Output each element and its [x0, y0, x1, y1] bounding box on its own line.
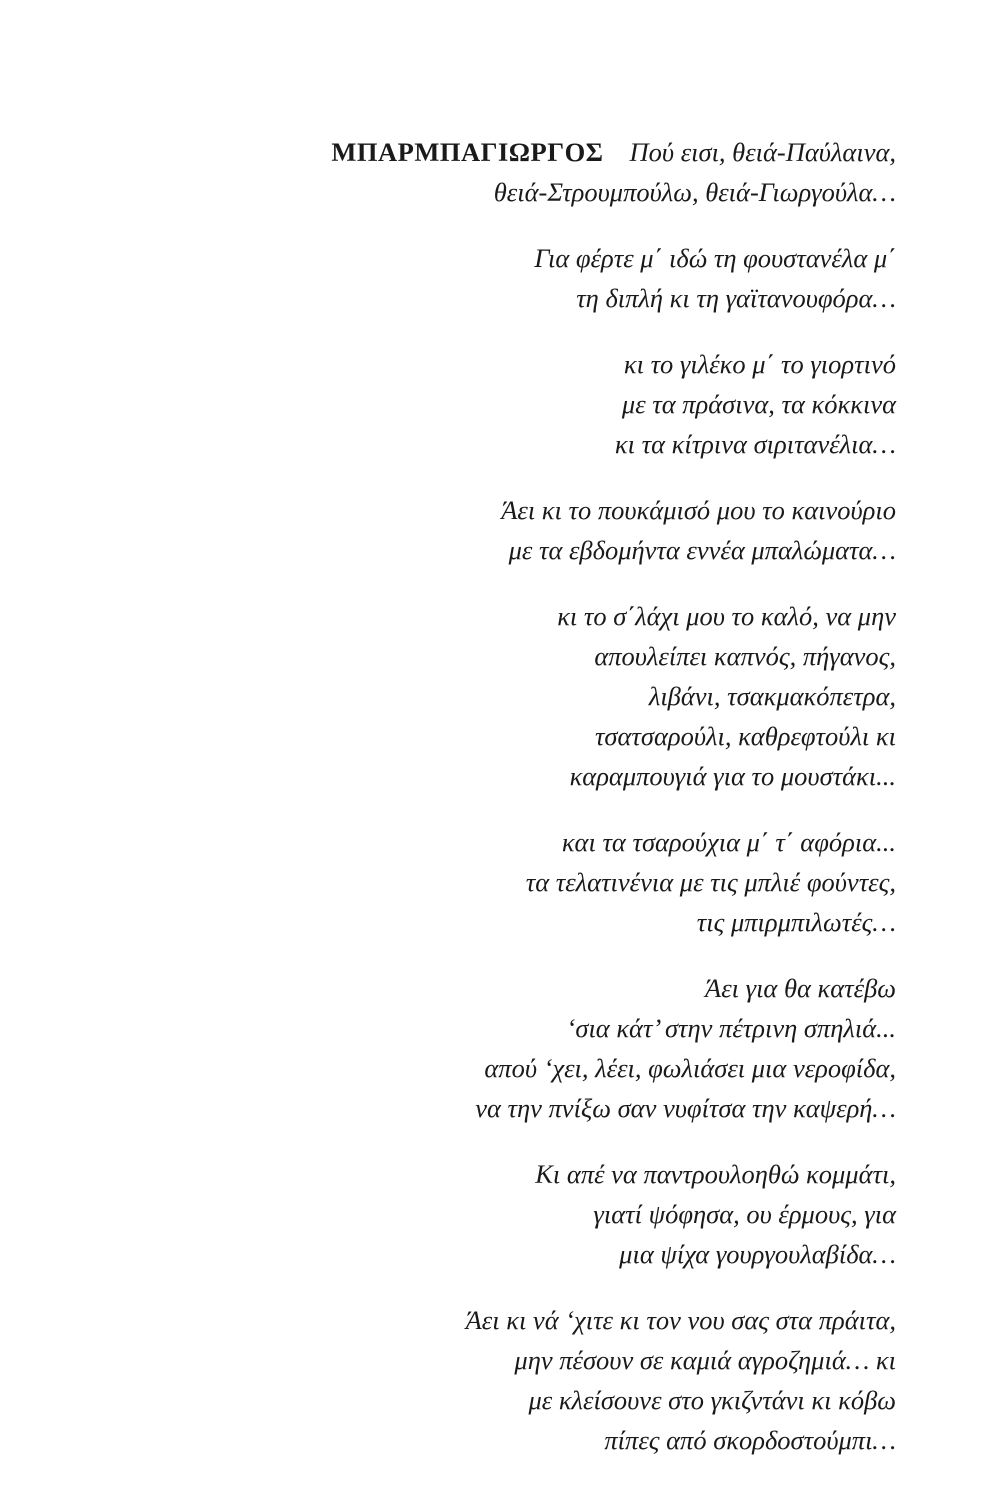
poem-line: κι το γιλέκο μ΄ το γιορτινό	[623, 349, 896, 379]
stanza-8	[216, 1154, 896, 1274]
poem-line: θειά-Στρουμπούλω, θειά-Γιωργούλα…	[493, 177, 896, 207]
poem-line: Άει κι νά ‘χιτε κι τον νου σας στα πράιτα,	[465, 1305, 896, 1335]
stanza-6	[216, 822, 896, 942]
stanza-3	[216, 344, 896, 464]
poem-line: μια ψίχα γουργουλαβίδα…	[619, 1239, 896, 1269]
speaker-name: ΜΠΑΡΜΠΑΓΙΩΡΓΟΣ	[331, 137, 604, 167]
poem-line: πίπες από σκορδοστούμπι…	[604, 1425, 896, 1455]
stanza-7	[216, 968, 896, 1128]
poem-line: κι το σ΄λάχι μου το καλό, να μην	[557, 601, 896, 631]
stanza-9	[216, 1300, 896, 1460]
poem-line: και τα τσαρούχια μ΄ τ΄ αφόρια...	[561, 827, 896, 857]
poem-line: λιβάνι, τσακμακόπετρα,	[648, 681, 896, 711]
poem-line: με τα εβδομήντα εννέα μπαλώματα…	[508, 535, 896, 565]
poem-line: να την πνίξω σαν νυφίτσα την καψερή…	[475, 1093, 896, 1123]
poem-line: κι τα κίτρινα σιριτανέλια…	[614, 429, 896, 459]
poem-line: Κι απέ να παντρουλοηθώ κομμάτι,	[535, 1159, 896, 1189]
poem-line: μην πέσουν σε καμιά αγροζημιά… κι	[514, 1345, 896, 1375]
poem-line-text: Πού εισι, θειά-Παύλαινα,	[629, 137, 896, 167]
poem-line	[216, 132, 896, 172]
poem-line: Για φέρτε μ΄ ιδώ τη φουστανέλα μ΄	[534, 243, 896, 273]
poem-text	[216, 132, 896, 1486]
stanza-4	[216, 490, 896, 570]
poem-line: τα τελατινένια με τις μπλιέ φούντες,	[525, 867, 896, 897]
poem-line: Άει για θα κατέβω	[705, 973, 896, 1003]
poem-line: τσατσαρούλι, καθρεφτούλι κι	[594, 721, 896, 751]
poem-line: με κλείσουνε στο γκιζντάνι κι κόβω	[528, 1385, 896, 1415]
poem-line: καραμπουγιά για το μουστάκι...	[569, 761, 896, 791]
poem-line: απουλείπει καπνός, πήγανος,	[594, 641, 896, 671]
stanza-2	[216, 238, 896, 318]
poem-line: ‘σια κάτ’ στην πέτρινη σπηλιά...	[566, 1013, 896, 1043]
poem-line: γιατί ψόφησα, ου έρμους, για	[593, 1199, 896, 1229]
poem-line: τη διπλή κι τη γαϊτανουφόρα…	[576, 283, 896, 313]
poem-line: απού ‘χει, λέει, φωλιάσει μια νεροφίδα,	[484, 1053, 896, 1083]
poem-line: Άει κι το πουκάμισό μου το καινούριο	[501, 495, 896, 525]
poem-line: τις μπιρμπιλωτές…	[696, 907, 896, 937]
poem-line: με τα πράσινα, τα κόκκινα	[621, 389, 896, 419]
stanza-5	[216, 596, 896, 796]
stanza-1	[216, 132, 896, 212]
